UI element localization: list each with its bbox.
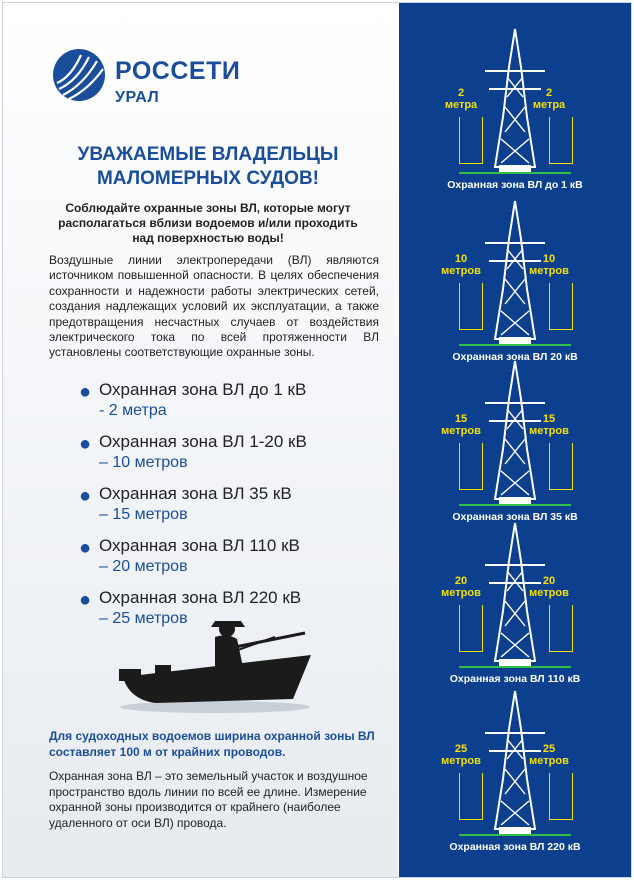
zone-panel [399,359,631,529]
zone-label-right [529,87,569,111]
zone-number: 20 [454,575,468,587]
zone-caption: Охранная зона ВЛ 35 кВ [452,511,578,523]
bullet-icon: ● [79,589,92,611]
zone-width: – 20 метров [99,558,188,575]
bullet-icon: ● [79,433,92,455]
zone-name: Охранная зона ВЛ до 1 кВ [99,380,307,399]
zone-unit: метров [441,755,481,767]
ground-line [459,344,571,346]
list-item [79,431,379,483]
zone-unit: метров [441,265,481,277]
bullet-icon: ● [79,537,92,559]
zone-label-right [529,743,569,767]
zone-width: – 15 метров [99,506,188,523]
zone-caption: Охранная зона ВЛ 20 кВ [452,351,578,363]
body-paragraph: Воздушные линии электропередачи (ВЛ) являются источником повышенной опасности. В целях обеспечения сохранности и надежности работы электрических сетей, создания надлежащих условий их эксплуатации, а также предотвращения несчастных случаев от воздействия электрического тока по всей протяженности ВЛ установлены соответствующие охранные зоны. [49,253,379,360]
subheading: Соблюдайте охранные зоны ВЛ, которые могут располагаться вблизи водоемов и/или проходить над поверхностью воды! [58,201,358,245]
page-title [43,143,373,191]
zone-unit: метра [444,99,478,111]
zone-panel [399,521,631,691]
title-line: МАЛОМЕРНЫХ СУДОВ! [96,168,320,189]
bullet-icon: ● [79,381,92,403]
zone-unit: метров [529,755,569,767]
zone-width: – 25 метров [99,610,188,627]
zone-list [79,379,379,639]
zone-width: – 10 метров [99,454,188,471]
brand-name: РОССЕТИ [115,57,241,85]
zone-panel [399,199,631,369]
bullet-icon: ● [79,485,92,507]
zone-bracket-left [459,605,483,652]
poster [2,2,632,878]
zone-bracket-left [459,283,483,330]
list-item [79,535,379,587]
left-column [3,3,398,877]
zone-caption: Охранная зона ВЛ 110 кВ [449,673,581,685]
title-line: УВАЖАЕМЫЕ ВЛАДЕЛЬЦЫ [77,144,339,165]
zone-name: Охранная зона ВЛ 1-20 кВ [99,432,307,451]
zone-unit: метров [441,587,481,599]
zone-label-right [529,253,569,277]
zone-bracket-right [549,117,573,164]
zone-unit: метра [532,99,566,111]
zone-definition-note: Охранная зона ВЛ – это земельный участок и воздушное пространство вдоль линии по всей ее длине. Измерение охранной зоны производится от крайнего (наиболее удаленного от оси ВЛ) провода. [49,769,368,830]
zone-name: Охранная зона ВЛ 110 кВ [99,536,300,555]
brand-subname: УРАЛ [115,89,160,106]
zone-panel [399,689,631,859]
zone-number: 15 [454,413,468,425]
right-column [399,3,631,877]
zone-unit: метров [529,425,569,437]
zone-panel [399,27,631,197]
zone-label-left [441,87,481,111]
zone-number: 20 [542,575,556,587]
zone-number: 10 [454,253,468,265]
zone-bracket-left [459,443,483,490]
ground-line [459,172,571,174]
zone-label-left [441,575,481,599]
zone-bracket-right [549,443,573,490]
ground-line [459,504,571,506]
fisherman-boat-icon [115,607,325,715]
zone-name: Охранная зона ВЛ 35 кВ [99,484,292,503]
zone-bracket-right [549,773,573,820]
zone-number: 2 [457,87,465,99]
zone-unit: метров [529,587,569,599]
ground-line [459,834,571,836]
zone-number: 25 [454,743,468,755]
zone-width: - 2 метра [99,402,167,419]
zone-bracket-left [459,773,483,820]
zone-caption: Охранная зона ВЛ до 1 кВ [447,179,583,191]
zone-label-left [441,253,481,277]
zone-number: 2 [545,87,553,99]
zone-name: Охранная зона ВЛ 220 кВ [99,588,302,607]
zone-caption: Охранная зона ВЛ 220 кВ [449,841,581,853]
ground-line [459,666,571,668]
zone-label-right [529,575,569,599]
zone-bracket-right [549,283,573,330]
zone-label-right [529,413,569,437]
zone-label-left [441,743,481,767]
rosseti-logo-icon [51,47,107,103]
zone-bracket-right [549,605,573,652]
zone-number: 10 [542,253,556,265]
zone-bracket-left [459,117,483,164]
navigable-waters-note: Для судоходных водоемов ширина охранной зоны ВЛ составляет 100 м от крайних проводов. [49,729,375,759]
list-item [79,379,379,431]
zone-unit: метров [441,425,481,437]
zone-number: 25 [542,743,556,755]
list-item [79,483,379,535]
zone-label-left [441,413,481,437]
zone-number: 15 [542,413,556,425]
zone-unit: метров [529,265,569,277]
